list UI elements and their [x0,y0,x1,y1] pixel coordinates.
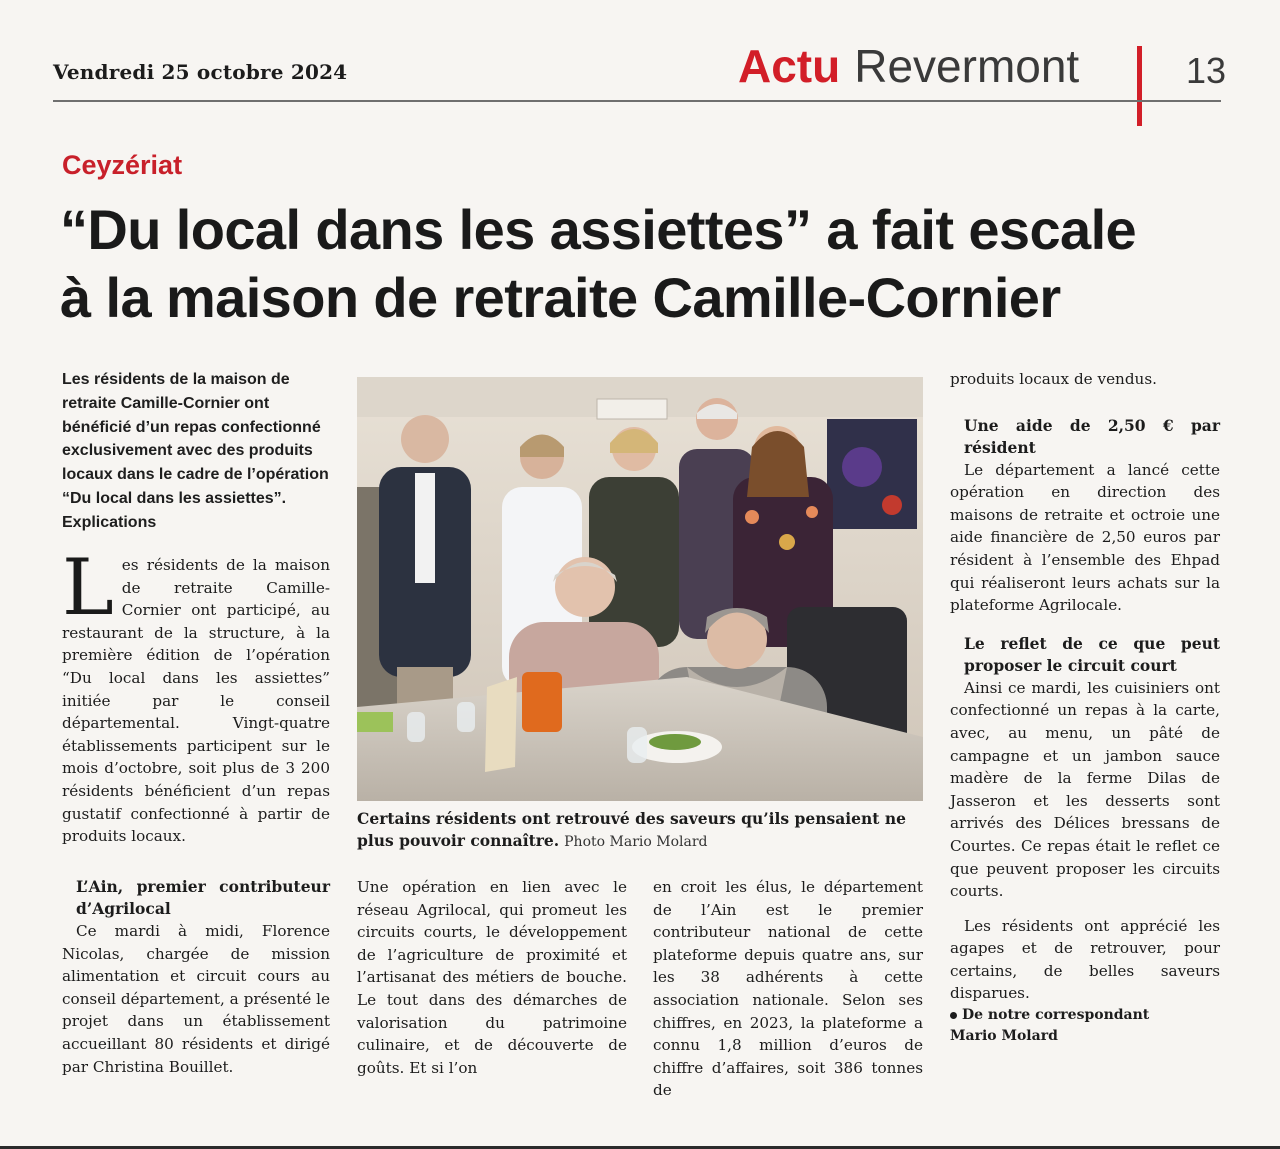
painting-fruit [882,495,902,515]
section-title [738,38,1079,94]
wine-glass-2 [457,702,475,732]
standfirst-text: Les résidents de la maison de retraite Camille-Cornier ont bénéficié d’un repas confectionné exclusivement avec des produits locaux dans le cadre de l’opération “Du local dans les assiettes”. Explications [62,371,329,531]
photo-caption [357,808,923,853]
publication-date: Vendredi 25 octobre 2024 [53,60,348,84]
page-number: 13 [1186,50,1227,91]
section-red-rule [1137,46,1142,126]
article-photo [357,377,923,801]
paragraph-florence: Ce mardi à midi, Florence Nicolas, chargée de mission alimentation et circuit cours au conseil département, a présenté le projet dans un établissement accueillant 80 résidents et dirigé par Christina Bouillet. [62,922,330,1076]
section-title-region: Revermont [854,40,1080,92]
author-signature [950,1005,1220,1047]
article-standfirst [62,368,330,535]
paragraph-ain-figures: en croit les élus, le département de l’Ain est le premier contributeur national de cette plateforme depuis quatre ans, sur les 38 adhérents à cette association nationale. Selon ses chiffres, en 2023, la plateforme a connu 1,8 million d’euros de chiffre d’affaires, soit 386 tonnes de [653,878,923,1100]
column-3 [653,876,923,1102]
wine-glass-1 [407,712,425,742]
headline-line-2: à la maison de retraite Camille-Cornier [60,266,1061,329]
subheading-agrilocal: L’Ain, premier contributeur d’Agrilocal [76,877,330,918]
subheading-reflet: Le reflet de ce que peut proposer le circuit court [964,633,1220,675]
salad [649,734,701,750]
article-intro [62,543,330,848]
section-title-red: Actu [738,40,841,92]
wine-glass-3 [627,727,647,763]
orange-pitcher [522,672,562,732]
article-headline [60,196,1240,332]
menu-card [485,677,517,772]
signature-line-1: De notre correspondant [962,1007,1150,1024]
column-2 [357,876,627,1079]
air-conditioner [597,399,667,419]
bullet-icon [950,1012,957,1019]
photo-credit: Photo Mario Molard [564,834,708,850]
column-4 [950,368,1220,1047]
intro-paragraph: es résidents de la maison de retraite Camille-Cornier ont participé, au restaurant de la structure, à la première édition de l’opération “Du local dans les assiettes” initiée par le conseil départemental. Vingt-quatre établissements participent sur le mois d’octobre, soit plus de 3 200 résidents bénéficient d’un repas gustatif confectionné à partir de produits locaux. [62,556,330,846]
headline-line-1: “Du local dans les assiettes” a fait escale [60,198,1137,261]
green-napkin [357,712,393,732]
painting-grapes [842,447,882,487]
caption-text: Certains résidents ont retrouvé des saveurs qu’ils pensaient ne plus pouvoir connaître. [357,809,906,850]
paragraph-residents: Les résidents ont apprécié les agapes et de retrouver, pour certains, de belles saveurs disparues. [950,916,1220,1003]
drop-cap: L [62,543,114,633]
column-1-lower [62,876,330,1078]
header-rule [53,100,1221,102]
subheading-aide: Une aide de 2,50 € par résident [964,415,1220,457]
paragraph-menu: Ainsi ce mardi, les cuisiniers ont confectionné un repas à la carte, avec, au menu, un pâté de campagne et un jambon sauce madère de la ferme Dilas de Jasseron et les desserts sont arrivés des Délices bressans de Courtes. Ce repas était le reflet ce que peuvent proposer les circuits courts. [950,678,1220,901]
paragraph-agrilocal-network: Une opération en lien avec le réseau Agrilocal, qui promeut les circuits courts, le développement de l’agriculture de proximité et l’artisanat des métiers de bouche. Le tout dans des démarches de valorisation du patrimoine culinaire, et de découverte de goûts. Et si l’on [357,878,627,1077]
signature-line-2: Mario Molard [950,1028,1058,1045]
paragraph-gap [950,903,1220,915]
paragraph-aide: Le département a lancé cette opération en direction des maisons de retraite et octroie une aide financière de 2,50 euros par résident à l’ensemble des Ehpad qui réaliseront leurs achats sur la plateforme Agrilocale. [950,460,1220,615]
paragraph-continuation: produits locaux de vendus. [950,370,1157,388]
article-kicker: Ceyzériat [62,150,183,180]
